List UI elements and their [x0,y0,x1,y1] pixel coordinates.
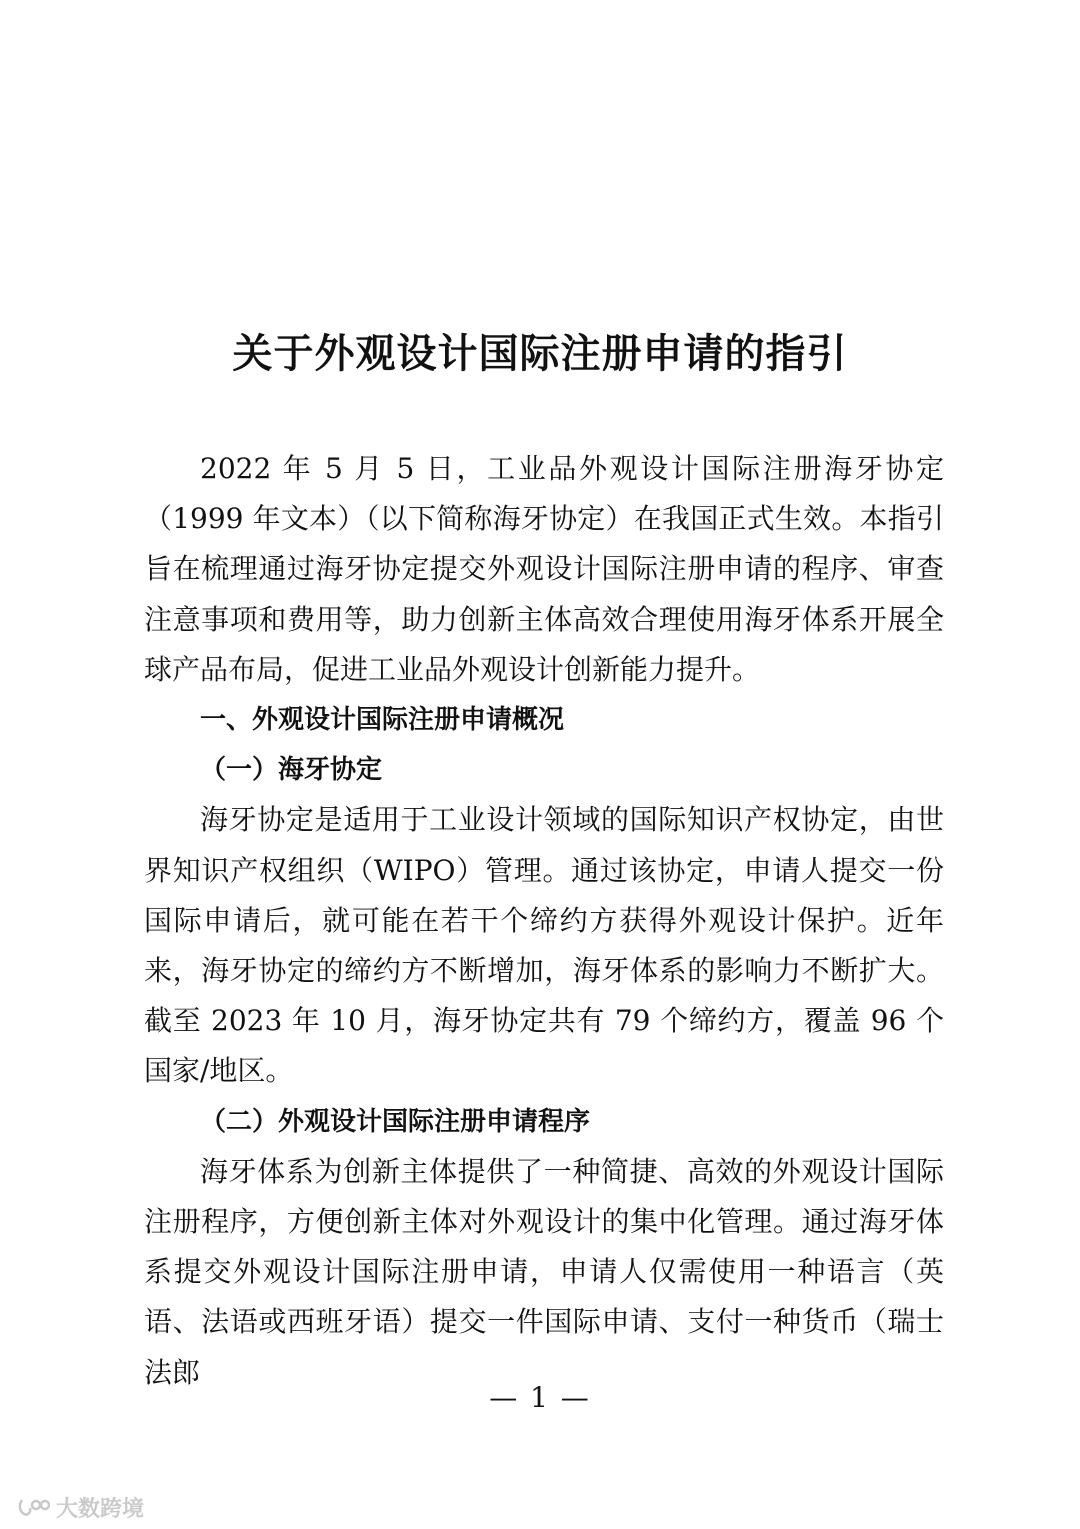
subsection-heading-2: （二）外观设计国际注册申请程序 [200,1106,591,1137]
document-body [144,444,944,1398]
watermark-text: 大数跨境 [56,1496,145,1522]
subsection-heading-1: （一）海牙协定 [200,755,383,786]
page-number: — 1 — [489,1381,591,1414]
intro-paragraph: 2022 年 5 月 5 日，工业品外观设计国际注册海牙协定（1999 年文本）（以下简称海牙协定）在我国正式生效。本指引旨在梳理通过海牙协定提交外观设计国际注册申请的程序、审查注意事项和费用等，助力创新主体高效合理使用海牙体系开展全球产品布局，促进工业品外观设计创新能力提升。 [144,452,944,686]
hague-paragraph: 海牙协定是适用于工业设计领域的国际知识产权协定，由世界知识产权组织（WIPO）管理。通过该协定，申请人提交一份国际申请后，就可能在若干个缔约方获得外观设计保护。近年来，海牙协定的缔约方不断增加，海牙体系的影响力不断扩大。截至 2023 年 10 月，海牙协定共有 79 个缔约方，覆盖 96 个国家/地区。 [144,803,944,1088]
section-heading-1: 一、外观设计国际注册申请概况 [200,705,565,736]
document-title: 关于外观设计国际注册申请的指引 [232,330,848,377]
procedure-paragraph: 海牙体系为创新主体提供了一种简捷、高效的外观设计国际注册程序，方便创新主体对外观设计的集中化管理。通过海牙体系提交外观设计国际注册申请，申请人仅需使用一种语言（英语、法语或西班牙语）提交一件国际申请、支付一种货币（瑞士法郎 [144,1154,944,1389]
brand-logo-icon [18,1496,50,1518]
watermark [18,1492,144,1522]
